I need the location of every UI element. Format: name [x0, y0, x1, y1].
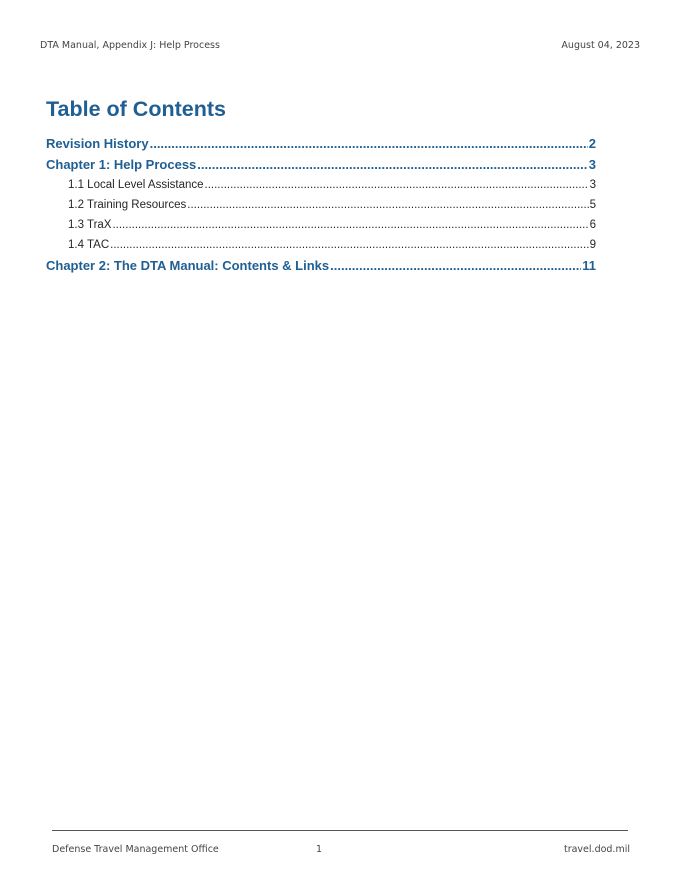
- toc-entry-chapter-2[interactable]: [46, 255, 596, 276]
- table-of-contents: [46, 133, 596, 276]
- toc-leader-dots: [330, 255, 581, 276]
- toc-title: Table of Contents: [46, 97, 226, 121]
- toc-entry-trax[interactable]: [46, 215, 596, 235]
- footer-organization: Defense Travel Management Office: [52, 844, 219, 855]
- toc-entry-training-resources[interactable]: [46, 195, 596, 215]
- footer-page-number: 1: [316, 844, 323, 855]
- toc-entry-label: 1.4 TAC: [68, 239, 110, 251]
- running-header-date: August 04, 2023: [561, 40, 640, 51]
- toc-entry-page: 9: [589, 239, 596, 251]
- footer-divider: [52, 830, 628, 831]
- toc-leader-dots: [112, 215, 588, 235]
- toc-leader-dots: [197, 154, 587, 175]
- toc-entry-page: 2: [588, 136, 596, 151]
- toc-leader-dots: [187, 195, 588, 215]
- toc-entry-label: 1.3 TraX: [68, 219, 112, 231]
- running-header-title: DTA Manual, Appendix J: Help Process: [40, 40, 220, 51]
- toc-entry-label: 1.1 Local Level Assistance: [68, 179, 204, 191]
- toc-leader-dots: [205, 175, 589, 195]
- toc-entry-page: 3: [588, 157, 596, 172]
- toc-entry-chapter-1[interactable]: [46, 154, 596, 175]
- toc-entry-page: 11: [582, 258, 596, 273]
- toc-entry-page: 3: [589, 179, 596, 191]
- toc-entry-local-level-assistance[interactable]: [46, 175, 596, 195]
- toc-entry-label: Chapter 1: Help Process: [46, 157, 197, 172]
- toc-entry-label: 1.2 Training Resources: [68, 199, 187, 211]
- toc-entry-label: Revision History: [46, 136, 149, 151]
- toc-entry-page: 6: [589, 219, 596, 231]
- toc-entry-label: Chapter 2: The DTA Manual: Contents & Links: [46, 258, 330, 273]
- toc-entry-page: 5: [589, 199, 596, 211]
- toc-entry-tac[interactable]: [46, 235, 596, 255]
- toc-leader-dots: [150, 133, 588, 154]
- footer-website: travel.dod.mil: [563, 844, 630, 855]
- toc-entry-revision-history[interactable]: [46, 133, 596, 154]
- toc-leader-dots: [110, 235, 588, 255]
